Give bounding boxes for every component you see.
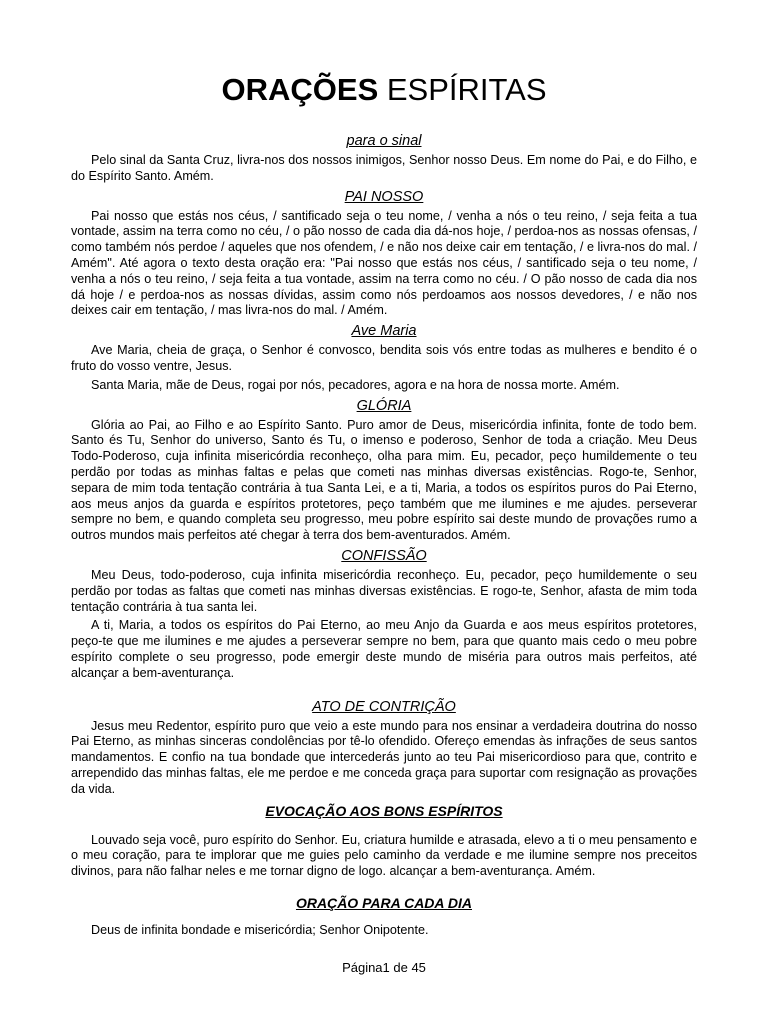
paragraph: A ti, Maria, a todos os espíritos do Pai Eterno, ao meu Anjo da Guarda e aos meus espíritos protetores, peço-te que me ilumines e me ajudes a perseverar sempre no bem, para que quanto mais cedo o meu pobre espírito complete o seu progresso, pode emergir deste mundo de miséria para outros mais perfeitos, até alcançar a bem-aventurança. bbox=[71, 618, 697, 680]
title-bold: ORAÇÕES bbox=[221, 72, 379, 107]
heading-confissao: CONFISSÃO bbox=[341, 547, 427, 564]
heading-sinal: para o sinal bbox=[346, 133, 422, 149]
paragraph: Meu Deus, todo-poderoso, cuja infinita misericórdia reconheço. Eu, pecador, peço humildemente o seu perdão por todas as faltas que cometi nas minhas diversas existências. E rogo-te, Senhor, afasta de mim toda tentação contrária à tua santa lei. bbox=[71, 567, 697, 614]
heading-cada-dia: ORAÇÃO PARA CADA DIA bbox=[295, 894, 473, 911]
paragraph: Glória ao Pai, ao Filho e ao Espírito Santo. Puro amor de Deus, misericórdia infinita, fonte de todo bem. Santo és Tu, Senhor do universo, Santo és Tu, o imenso e poderoso, Senhor de toda a criação. Meu Deus Todo-Poderoso, cuja infinita misericórdia reconheço, olha para mim. Eu, pecador, peço humildemente o teu perdão por todas as minhas faltas e pelas que cometi nas minhas diversas existências. Rogo-te, Senhor, separa de mim toda tentação contrária à tua Santa Lei, e a ti, Maria, a todos os espíritos puros do Pai Eterno, aos meus anjos da guarda e espíritos protetores, peço também que me ilumines e me ajudes. perseverar sempre no bem, e quando completa seu progresso, meu pobre espírito sai deste mundo de provações rumo a outros mundos mais perfeitos até chegar à terra dos bem-aventurados. Amém. bbox=[71, 417, 697, 543]
heading-contricao: ATO DE CONTRIÇÃO bbox=[312, 698, 456, 715]
paragraph: Louvado seja você, puro espírito do Senhor. Eu, criatura humilde e atrasada, elevo a ti o meu pensamento e o meu coração, para te implorar que me guies pelo caminho da verdade e me ilumine sempre nos preceitos divinos, para não falhar neles e me tornar digno de logo. alcançar a bem-aventurança. Amém. bbox=[71, 832, 697, 879]
paragraph: Jesus meu Redentor, espírito puro que veio a este mundo para nos ensinar a verdadeira doutrina do nosso Pai Eterno, as minhas sinceras condolências por tê-lo ofendido. Ofereço emendas às infrações de seus santos mandamentos. E confio na tua bondade que intercederás junto ao teu Pai misericordioso para que, contrito e arrependido das minhas faltas, ele me perdoe e me conceda graça para suportar com resignação as provações da vida. bbox=[71, 718, 697, 796]
heading-gloria: GLÓRIA bbox=[356, 397, 412, 414]
heading-pai-nosso: PAI NOSSO bbox=[344, 188, 424, 205]
paragraph: Ave Maria, cheia de graça, o Senhor é convosco, bendita sois vós entre todas as mulheres e bendito é o fruto do vosso ventre, Jesus. bbox=[71, 343, 697, 373]
document-body bbox=[71, 132, 697, 942]
paragraph: Santa Maria, mãe de Deus, rogai por nós, pecadores, agora e na hora de nossa morte. Amém. bbox=[91, 377, 620, 392]
heading-ave-maria: Ave Maria bbox=[351, 323, 417, 340]
heading-evocacao: EVOCAÇÃO AOS BONS ESPÍRITOS bbox=[265, 802, 503, 819]
paragraph: Pai nosso que estás nos céus, / santificado seja o teu nome, / venha a nós o teu reino, / seja feita a tua vontade, assim na terra como no céu, / o pão nosso de cada dia dá-nos hoje, / perdoa-nos as nossas ofensas, / como também nós perdoe / aqueles que nos ofendem, / e não nos deixe cair em tentação, / e livra-nos do mal. / Amém". Até agora o texto desta oração era: "Pai nosso que estás nos céus, / santificado seja o teu nome, / venha a nós o teu reino, / seja feita a tua vontade, assim na terra como no céu. / O pão nosso de cada dia nos dá hoje / e perdoa-nos as nossas dívidas, assim como nós perdoamos aos nossos devedores, / e não nos deixes cair em tentação, / mas livra-nos do mal. / Amém. bbox=[71, 208, 697, 318]
paragraph: Pelo sinal da Santa Cruz, livra-nos dos nossos inimigos, Senhor nosso Deus. Em nome do Pai, e do Filho, e do Espírito Santo. Amém. bbox=[71, 153, 697, 183]
title-rest: ESPÍRITAS bbox=[378, 72, 547, 107]
page-number: Página1 de 45 bbox=[342, 960, 426, 975]
paragraph: Deus de infinita bondade e misericórdia; Senhor Onipotente. bbox=[91, 922, 429, 937]
page-title bbox=[0, 70, 768, 110]
